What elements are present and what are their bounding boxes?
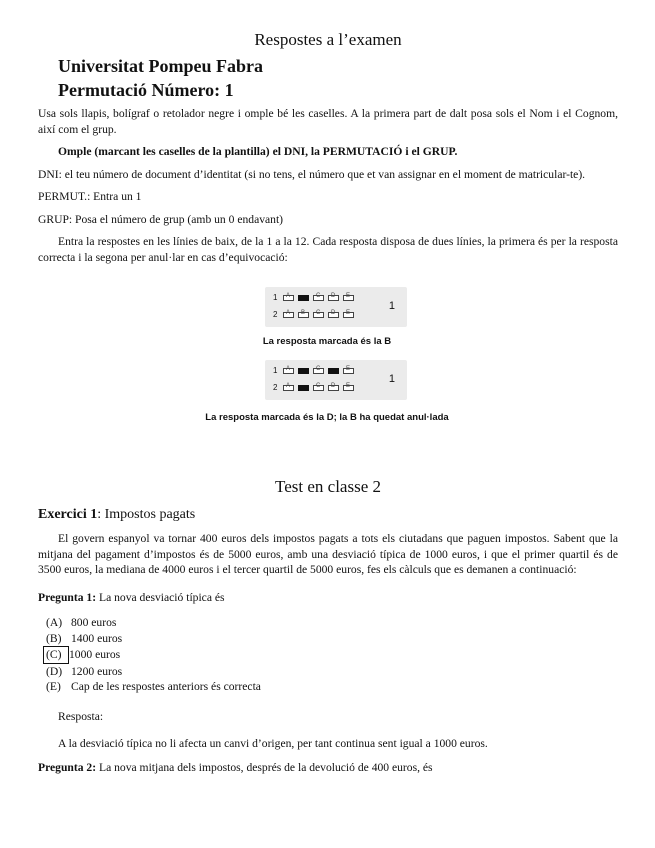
answer-box-b: B <box>298 312 309 318</box>
option-c-correct <box>46 646 618 664</box>
university-name: Universitat Pompeu Fabra <box>58 56 263 76</box>
option-label-boxed: (C) <box>43 646 69 664</box>
option-text: 800 euros <box>71 616 117 629</box>
question-2-label: Pregunta 2: <box>38 760 97 774</box>
answer-box-a: A <box>283 312 294 318</box>
question-2-text: La nova mitjana dels impostos, després de la devolució de 400 euros, és <box>98 760 433 774</box>
question-number: 1 <box>388 373 395 385</box>
answer-box-d-filled <box>328 368 339 374</box>
answer-row-correct <box>273 365 358 376</box>
answer-box-e: E <box>343 368 354 374</box>
answer-box-c: C <box>313 368 324 374</box>
option-a <box>46 615 618 631</box>
page-title: Respostes a l’examen <box>254 30 402 49</box>
permutation-number: Permutació Número: 1 <box>58 80 234 100</box>
answer-box-a: A <box>283 368 294 374</box>
row-number: 1 <box>273 293 278 302</box>
option-text: 1000 euros <box>69 648 121 661</box>
question-number: 1 <box>388 300 395 312</box>
answer-box-e: E <box>343 295 354 301</box>
answer-box-d: D <box>328 312 339 318</box>
answer-box-b-filled <box>298 295 309 301</box>
question-1 <box>38 590 618 606</box>
question-1-label: Pregunta 1: <box>38 590 97 604</box>
answer-box-b-filled <box>298 385 309 391</box>
answer-panel-2 <box>265 360 407 400</box>
answer-box-c: C <box>313 295 324 301</box>
answer-box-b-filled <box>298 368 309 374</box>
answer-box-c: C <box>313 312 324 318</box>
row-number: 2 <box>273 383 278 392</box>
exam-page <box>38 30 618 775</box>
option-text: 1200 euros <box>71 664 123 678</box>
question-2 <box>38 760 618 776</box>
instruction-grup: GRUP: Posa el número de grup (amb un 0 endavant) <box>38 212 284 226</box>
option-e <box>46 679 618 695</box>
answer-box-d: D <box>328 385 339 391</box>
question-1-text: La nova desviació típica és <box>98 590 225 604</box>
answer-box-c: C <box>313 385 324 391</box>
exercise-label: Exercici 1 <box>38 507 98 522</box>
instruction-paragraph-1: Usa sols llapis, bolígraf o retolador negre i omple bé les caselles. A la primera part de dalt posa sols el Nom i el Cognom, així com el grup. <box>38 107 618 136</box>
instruction-dni: DNI: el teu número de document d’identitat (si no tens, el número que et van assignar en el moment de matricular-te). <box>38 167 586 181</box>
answer-sheet-figure <box>157 287 497 459</box>
answer-panel-1 <box>265 287 407 327</box>
answer-box-d: D <box>328 295 339 301</box>
exercise-title: : Impostos pagats <box>97 507 196 522</box>
answer-box-e: E <box>343 385 354 391</box>
option-label: (B) <box>46 631 62 645</box>
row-number: 2 <box>273 310 278 319</box>
option-label: (D) <box>46 664 63 678</box>
option-label: (A) <box>46 616 63 629</box>
exercise-statement: El govern espanyol va tornar 400 euros dels impostos pagats a tots els ciutadans que paguen impostos. Sabent que la mitjana del pagament d’impostos és de 5000 euros, amb una desviació típica de 1000 euros, i que el primer quartil és de 3500 euros, la mediana de 4000 euros i el tercer quartil de 5000 euros, fes els càlculs que es demanen a continuació: <box>38 532 618 576</box>
row-number: 1 <box>273 366 278 375</box>
answer-row-correct <box>273 292 358 303</box>
option-text: Cap de les respostes anteriors és correcta <box>71 680 261 693</box>
section-title: Test en classe 2 <box>275 477 381 496</box>
figure-caption-2: La resposta marcada és la D; la B ha quedat anul·lada <box>205 412 449 423</box>
answer-row-cancel <box>273 309 358 320</box>
answer-box-e: E <box>343 312 354 318</box>
answer-row-cancel <box>273 382 358 393</box>
instruction-permut: PERMUT.: Entra un 1 <box>38 190 142 203</box>
exercise-heading <box>38 507 618 523</box>
response-text: A la desviació típica no li afecta un canvi d’origen, per tant continua sent igual a 1000 euros. <box>58 737 488 750</box>
response-label: Resposta: <box>58 709 104 723</box>
question-1-options <box>46 615 618 695</box>
option-b <box>46 631 618 647</box>
instruction-answers: Entra la respostes en les línies de baix, de la 1 a la 12. Cada resposta disposa de dues línies, la primera és per la resposta correcta i la segona per anul·lar en cas d’equivocació: <box>38 235 618 264</box>
answer-box-a: A <box>283 295 294 301</box>
instruction-paragraph-2: Omple (marcant les caselles de la plantilla) el DNI, la PERMUTACIÓ i el GRUP. <box>58 145 458 158</box>
option-d <box>46 664 618 680</box>
option-label: (E) <box>46 680 61 693</box>
answer-box-a: A <box>283 385 294 391</box>
option-text: 1400 euros <box>71 631 123 645</box>
figure-caption-1: La resposta marcada és la B <box>262 336 392 347</box>
